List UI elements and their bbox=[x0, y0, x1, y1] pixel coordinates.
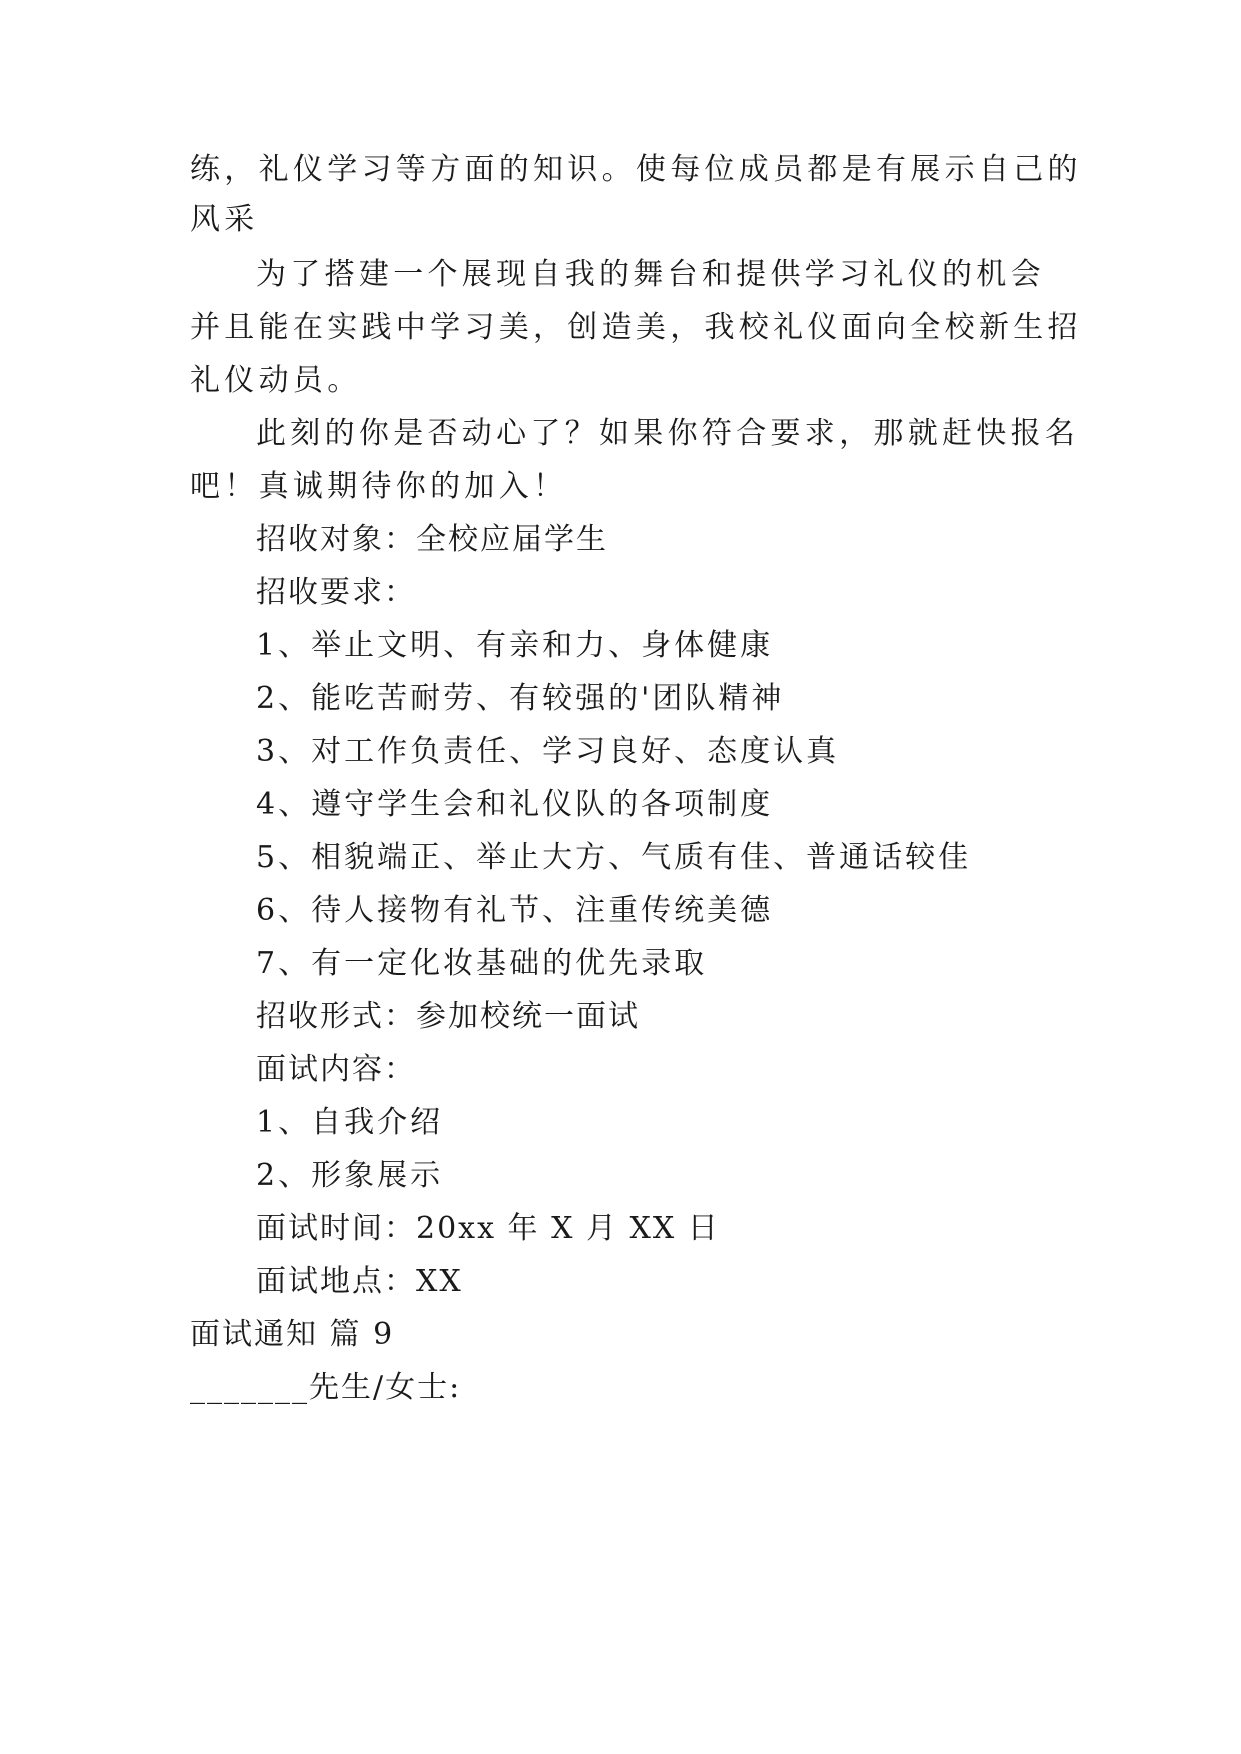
interview-time: 面试时间：20xx 年 X 月 XX 日 bbox=[256, 1211, 720, 1246]
interview-place: 面试地点：XX bbox=[256, 1264, 463, 1299]
salutation-line bbox=[190, 1368, 461, 1408]
requirement-item: 7、有一定化妆基础的优先录取 bbox=[256, 946, 708, 981]
requirement-item: 4、遵守学生会和礼仪队的各项制度 bbox=[256, 787, 774, 822]
requirement-item: 5、相貌端正、举止大方、气质有佳、普通话较佳 bbox=[256, 840, 972, 875]
requirement-item: 1、举止文明、有亲和力、身体健康 bbox=[256, 628, 774, 663]
salutation-text: 先生/女士: bbox=[309, 1370, 462, 1405]
section-title: 面试通知 篇 9 bbox=[190, 1317, 395, 1352]
paragraph-1-line-1: 练，礼仪学习等方面的知识。使每位成员都是有展示自己的 bbox=[190, 152, 1082, 187]
requirement-item: 6、待人接物有礼节、注重传统美德 bbox=[256, 893, 774, 928]
recruit-form: 招收形式：参加校统一面试 bbox=[256, 999, 640, 1034]
paragraph-1-line-2: 风采 bbox=[190, 202, 259, 237]
requirement-item: 2、能吃苦耐劳、有较强的'团队精神 bbox=[256, 681, 785, 716]
paragraph-3-line-1: 此刻的你是否动心了？如果你符合要求，那就赶快报名 bbox=[256, 416, 1080, 451]
recruit-requirements-heading: 招收要求： bbox=[256, 575, 416, 610]
interview-item: 1、自我介绍 bbox=[256, 1105, 444, 1140]
paragraph-3-line-2: 吧！真诚期待你的加入！ bbox=[190, 469, 568, 504]
interview-content-heading: 面试内容： bbox=[256, 1052, 416, 1087]
paragraph-2-line-1: 为了搭建一个展现自我的舞台和提供学习礼仪的机会 bbox=[256, 257, 1045, 292]
requirement-item: 3、对工作负责任、学习良好、态度认真 bbox=[256, 734, 840, 769]
recruit-target: 招收对象：全校应届学生 bbox=[256, 522, 608, 557]
salutation-blank: _______ bbox=[190, 1370, 309, 1405]
paragraph-2-line-3: 礼仪动员。 bbox=[190, 363, 362, 398]
interview-item: 2、形象展示 bbox=[256, 1158, 444, 1193]
paragraph-2-line-2: 并且能在实践中学习美，创造美，我校礼仪面向全校新生招 bbox=[190, 310, 1082, 345]
